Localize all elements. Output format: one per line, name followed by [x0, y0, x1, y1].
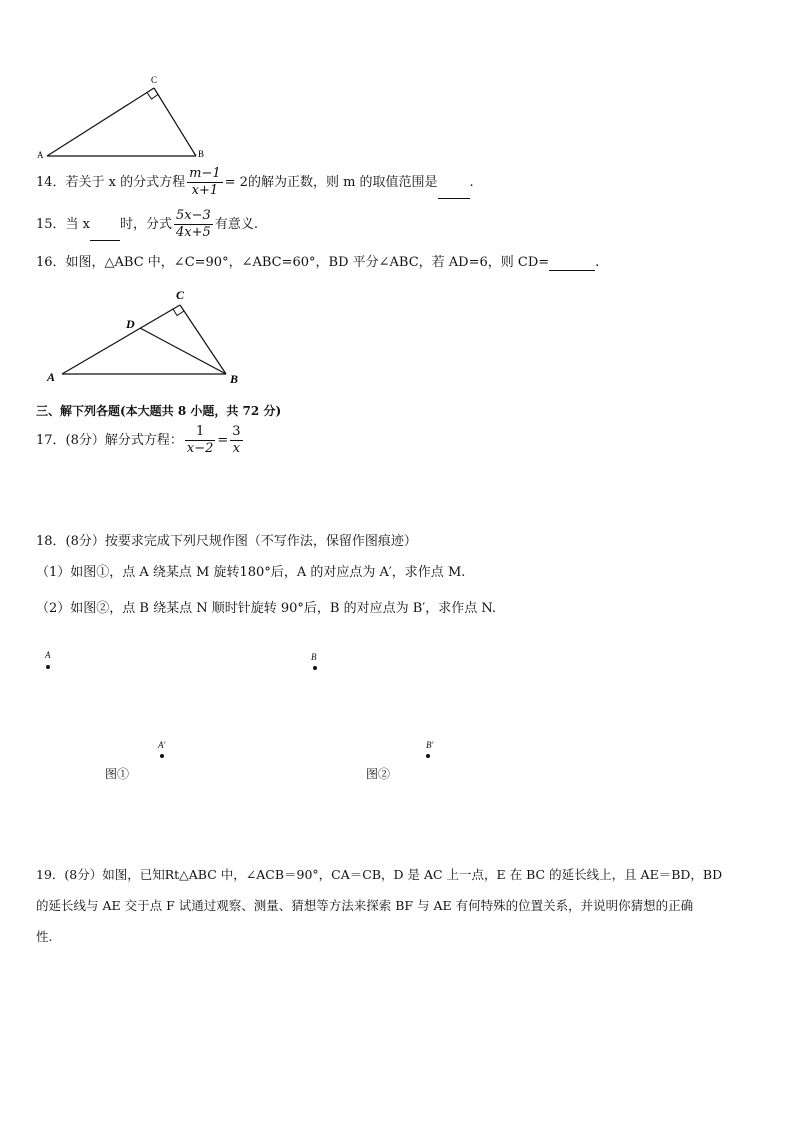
q15-prefix: 15．当 x: [36, 217, 91, 232]
question-16: [36, 254, 599, 271]
point-b-dot: [313, 666, 317, 670]
section-3-title: 三、解下列各题(本大题共 8 小题，共 72 分): [36, 404, 282, 418]
q14-equals: = 2: [224, 175, 248, 190]
triangle-figure-2: [40, 285, 255, 390]
question-14: [36, 166, 474, 199]
q15-suffix: 有意义.: [214, 217, 258, 232]
side-cb: [154, 88, 196, 156]
figure-2-caption: 图②: [366, 767, 391, 781]
q15-mid: 时，分式: [120, 217, 173, 232]
q17-fraction-right: [230, 424, 242, 457]
point-b-label: B: [311, 652, 317, 662]
point-a-label: A: [45, 650, 51, 660]
question-15: [36, 208, 258, 241]
question-18-part-2: （2）如图②，点 B 绕某点 N 顺时针旋转 90°后，B 的对应点为 B′，求作点 N.: [36, 601, 497, 616]
q14-numerator: m−1: [189, 166, 221, 181]
question-19-line-3: 性.: [36, 929, 53, 944]
q14-end: .: [469, 175, 474, 190]
right-angle-mark: [147, 93, 158, 100]
q14-answer-blank[interactable]: [438, 182, 470, 199]
label-a: A: [47, 370, 56, 384]
point-a-prime-label: A′: [158, 740, 166, 750]
question-18-part-1: （1）如图①，点 A 绕某点 M 旋转180°后，A 的对应点为 A′，求作点 M.: [36, 565, 466, 580]
point-b-prime-label: B′: [426, 740, 434, 750]
q16-answer-blank[interactable]: [549, 254, 595, 271]
q15-numerator: 5x−3: [176, 208, 211, 223]
side-ac: [47, 88, 154, 156]
q16-text: 16．如图，△ABC 中，∠C=90°，∠ABC=60°，BD 平分∠ABC，若 AD=6，则 CD=: [36, 255, 550, 270]
q15-fraction: [174, 208, 213, 241]
question-19-line-1: 19．(8分）如图，已知Rt△ABC 中，∠ACB＝90°，CA＝CB，D 是 AC 上一点，E 在 BC 的延长线上，且 AE＝BD，BD: [36, 867, 723, 882]
q16-end: .: [595, 255, 600, 270]
q17-numerator-right: 3: [232, 424, 241, 439]
q15-denominator: 4x+5: [176, 225, 211, 240]
q17-denominator-left: x−2: [186, 441, 214, 456]
q15-answer-blank[interactable]: [90, 224, 120, 241]
point-a-prime-dot: [160, 754, 164, 758]
question-19-line-2: 的延长线与 AE 交于点 F 试通过观察、测量、猜想等方法来探索 BF 与 AE 有何特殊的位置关系，并说明你猜想的正确: [36, 898, 694, 913]
q14-prefix: 14．若关于 x 的分式方程: [36, 175, 186, 190]
triangle-figure-1: [30, 70, 220, 165]
q17-numerator-left: 1: [185, 424, 216, 441]
point-a-dot: [46, 665, 50, 669]
q17-denominator-right: x: [232, 441, 241, 456]
label-d: D: [126, 317, 135, 331]
question-18-title: 18．(8分）按要求完成下列尺规作图（不写作法，保留作图痕迹）: [36, 534, 417, 549]
label-b: B: [198, 149, 205, 159]
label-b: B: [230, 372, 239, 386]
label-c: C: [176, 288, 185, 302]
label-c: C: [151, 75, 158, 85]
right-angle-mark: [173, 309, 184, 316]
segment-bd: [140, 328, 226, 374]
q17-fraction-left: [185, 424, 216, 457]
side-cb: [180, 305, 226, 374]
q14-suffix: 的解为正数，则 m 的取值范围是: [247, 175, 438, 190]
label-a: A: [37, 150, 44, 160]
q17-prefix: 17．(8分）解分式方程：: [36, 433, 183, 448]
point-b-prime-dot: [426, 754, 430, 758]
q14-fraction: [187, 166, 223, 199]
question-17: [36, 424, 245, 457]
q17-equals: =: [217, 433, 229, 448]
figure-1-caption: 图①: [105, 767, 130, 781]
q14-denominator: x+1: [191, 183, 219, 198]
